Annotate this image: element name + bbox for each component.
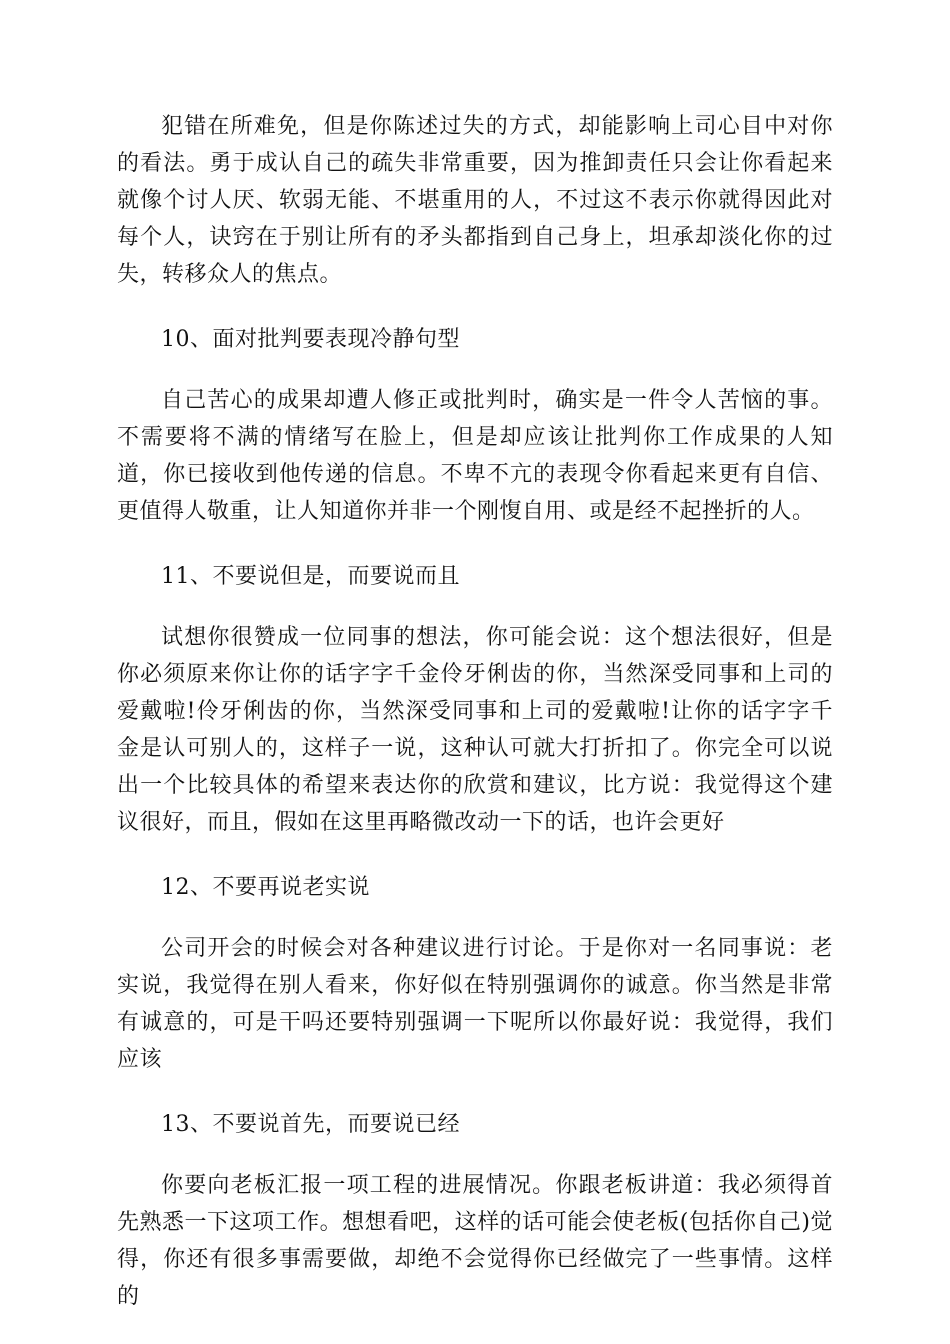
paragraph-criticism: 自己苦心的成果却遭人修正或批判时，确实是一件令人苦恼的事。不需要将不满的情绪写在脸上，但是却应该让批判你工作成果的人知道，你已接收到他传递的信息。不卑不亢的表现令你看起来更有自信、更值得人敬重，让人知道你并非一个刚愎自用、或是经不起挫折的人。 [117, 388, 833, 524]
paragraph-honestly: 公司开会的时候会对各种建议进行讨论。于是你对一名同事说：老实说，我觉得在别人看来，你好似在特别强调你的诚意。你当然是非常有诚意的，可是干吗还要特别强调一下呢所以你最好说：我觉得，我们应该 [117, 936, 833, 1072]
section-heading-11: 11、不要说但是，而要说而且 [161, 564, 460, 589]
paragraph-first-already: 你要向老板汇报一项工程的进展情况。你跟老板讲道：我必须得首先熟悉一下这项工作。想想看吧，这样的话可能会使老板(包括你自己)觉得，你还有很多事需要做，却绝不会觉得你已经做完了一些事情。这样的 [117, 1173, 833, 1309]
paragraph-mistakes: 犯错在所难免，但是你陈述过失的方式，却能影响上司心目中对你的看法。勇于成认自己的疏失非常重要，因为推卸责任只会让你看起来就像个讨人厌、软弱无能、不堪重用的人，不过这不表示你就得因此对每个人，诀窍在于别让所有的矛头都指到自己身上，坦承却淡化你的过失，转移众人的焦点。 [117, 114, 833, 287]
spacer [117, 906, 833, 930]
spacer [117, 841, 833, 869]
section-heading-13: 13、不要说首先，而要说已经 [161, 1112, 460, 1137]
section-heading-12: 12、不要再说老实说 [161, 875, 370, 900]
document-body [117, 108, 833, 1315]
spacer [117, 358, 833, 382]
spacer [117, 595, 833, 619]
spacer [117, 1143, 833, 1167]
paragraph-but-and: 试想你很赞成一位同事的想法，你可能会说：这个想法很好，但是你必须原来你让你的话字字千金伶牙俐齿的你，当然深受同事和上司的爱戴啦!伶牙俐齿的你，当然深受同事和上司的爱戴啦!让你的话字字千金是认可别人的，这样子一说，这种认可就大打折扣了。你完全可以说出一个比较具体的希望来表达你的欣赏和建议，比方说：我觉得这个建议很好，而且，假如在这里再略微改动一下的话，也许会更好 [117, 625, 833, 835]
spacer [117, 1078, 833, 1106]
spacer [117, 293, 833, 321]
spacer [117, 530, 833, 558]
section-heading-10: 10、面对批判要表现冷静句型 [161, 327, 460, 352]
